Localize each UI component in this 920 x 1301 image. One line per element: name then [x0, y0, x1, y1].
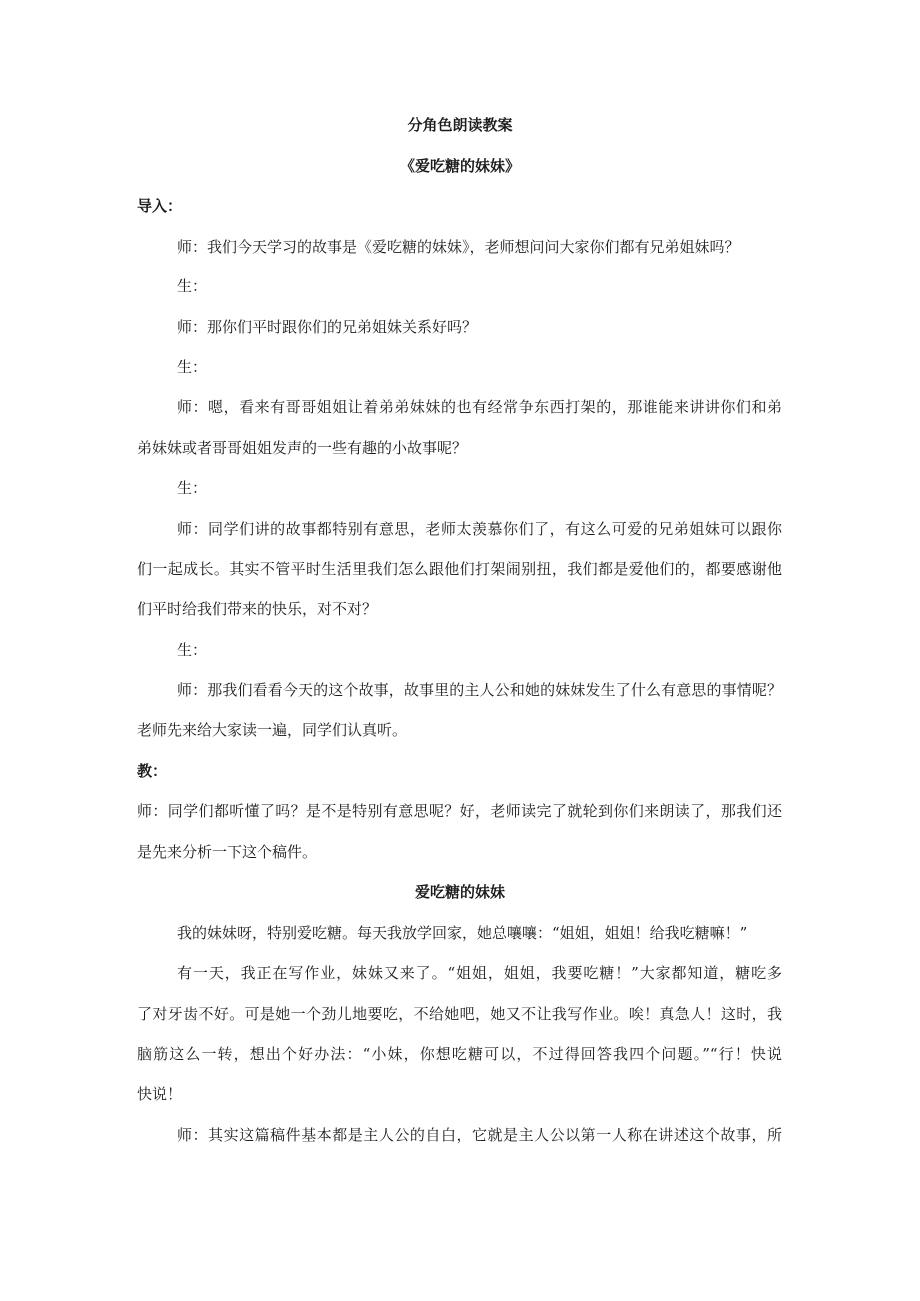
closing-line-1: 师：其实这篇稿件基本都是主人公的自白，它就是主人公以第一人称在讲述这个故事，所	[177, 1126, 782, 1144]
intro-heading: 导入：	[137, 197, 183, 215]
intro-line-7c: 们平时给我们带来的快乐，对不对？	[137, 600, 378, 618]
teach-heading: 教：	[137, 762, 168, 780]
teach-line-1a: 师：同学们都听懂了吗？是不是特别有意思呢？好，老师读完了就轮到你们来朗读了，那我们还	[137, 802, 782, 820]
intro-line-7a: 师：同学们讲的故事都特别有意思，老师太羡慕你们了，有这么可爱的兄弟姐妹可以跟你	[177, 520, 782, 538]
intro-line-9a: 师：那我们看看今天的这个故事，故事里的主人公和她的妹妹发生了什么有意思的事情呢？	[177, 681, 782, 699]
document-title: 分角色朗读教案	[407, 116, 513, 134]
intro-line-7b: 们一起成长。其实不管平时生活里我们怎么跟他们打架闹别扭，我们都是爱他们的，都要感谢他	[137, 560, 782, 578]
intro-line-4: 生：	[177, 358, 208, 376]
intro-line-6: 生：	[177, 479, 208, 497]
document-subtitle: 《爱吃糖的妹妹》	[399, 157, 520, 175]
story-title: 爱吃糖的妹妹	[414, 883, 505, 901]
intro-line-5b: 弟妹妹或者哥哥姐姐发声的一些有趣的小故事呢？	[137, 439, 468, 457]
story-paragraph-2d: 快说！	[137, 1085, 183, 1103]
intro-line-2: 生：	[177, 277, 208, 295]
story-paragraph-2a: 有一天，我正在写作业，妹妹又来了。“姐姐，姐姐，我要吃糖！”大家都知道，糖吃多	[177, 964, 782, 982]
teach-line-1b: 是先来分析一下这个稿件。	[137, 843, 318, 861]
story-paragraph-1: 我的妹妹呀，特别爱吃糖。每天我放学回家，她总嚷嚷：“姐姐，姐姐！给我吃糖嘛！”	[177, 924, 748, 942]
story-paragraph-2b: 了对牙齿不好。可是她一个劲儿地要吃，不给她吧，她又不让我写作业。唉！真急人！这时，我	[137, 1005, 782, 1023]
intro-line-5a: 师：嗯，看来有哥哥姐姐让着弟弟妹妹的也有经常争东西打架的，那谁能来讲讲你们和弟	[177, 398, 782, 416]
story-paragraph-2c: 脑筋这么一转，想出个好办法：“小妹，你想吃糖可以，不过得回答我四个问题。”“行！快说	[137, 1045, 782, 1063]
intro-line-9b: 老师先来给大家读一遍，同学们认真听。	[137, 721, 408, 739]
intro-line-8: 生：	[177, 641, 208, 659]
intro-line-3: 师：那你们平时跟你们的兄弟姐妹关系好吗？	[177, 318, 478, 336]
intro-line-1: 师：我们今天学习的故事是《爱吃糖的妹妹》，老师想问问大家你们都有兄弟姐妹吗？	[177, 238, 740, 256]
